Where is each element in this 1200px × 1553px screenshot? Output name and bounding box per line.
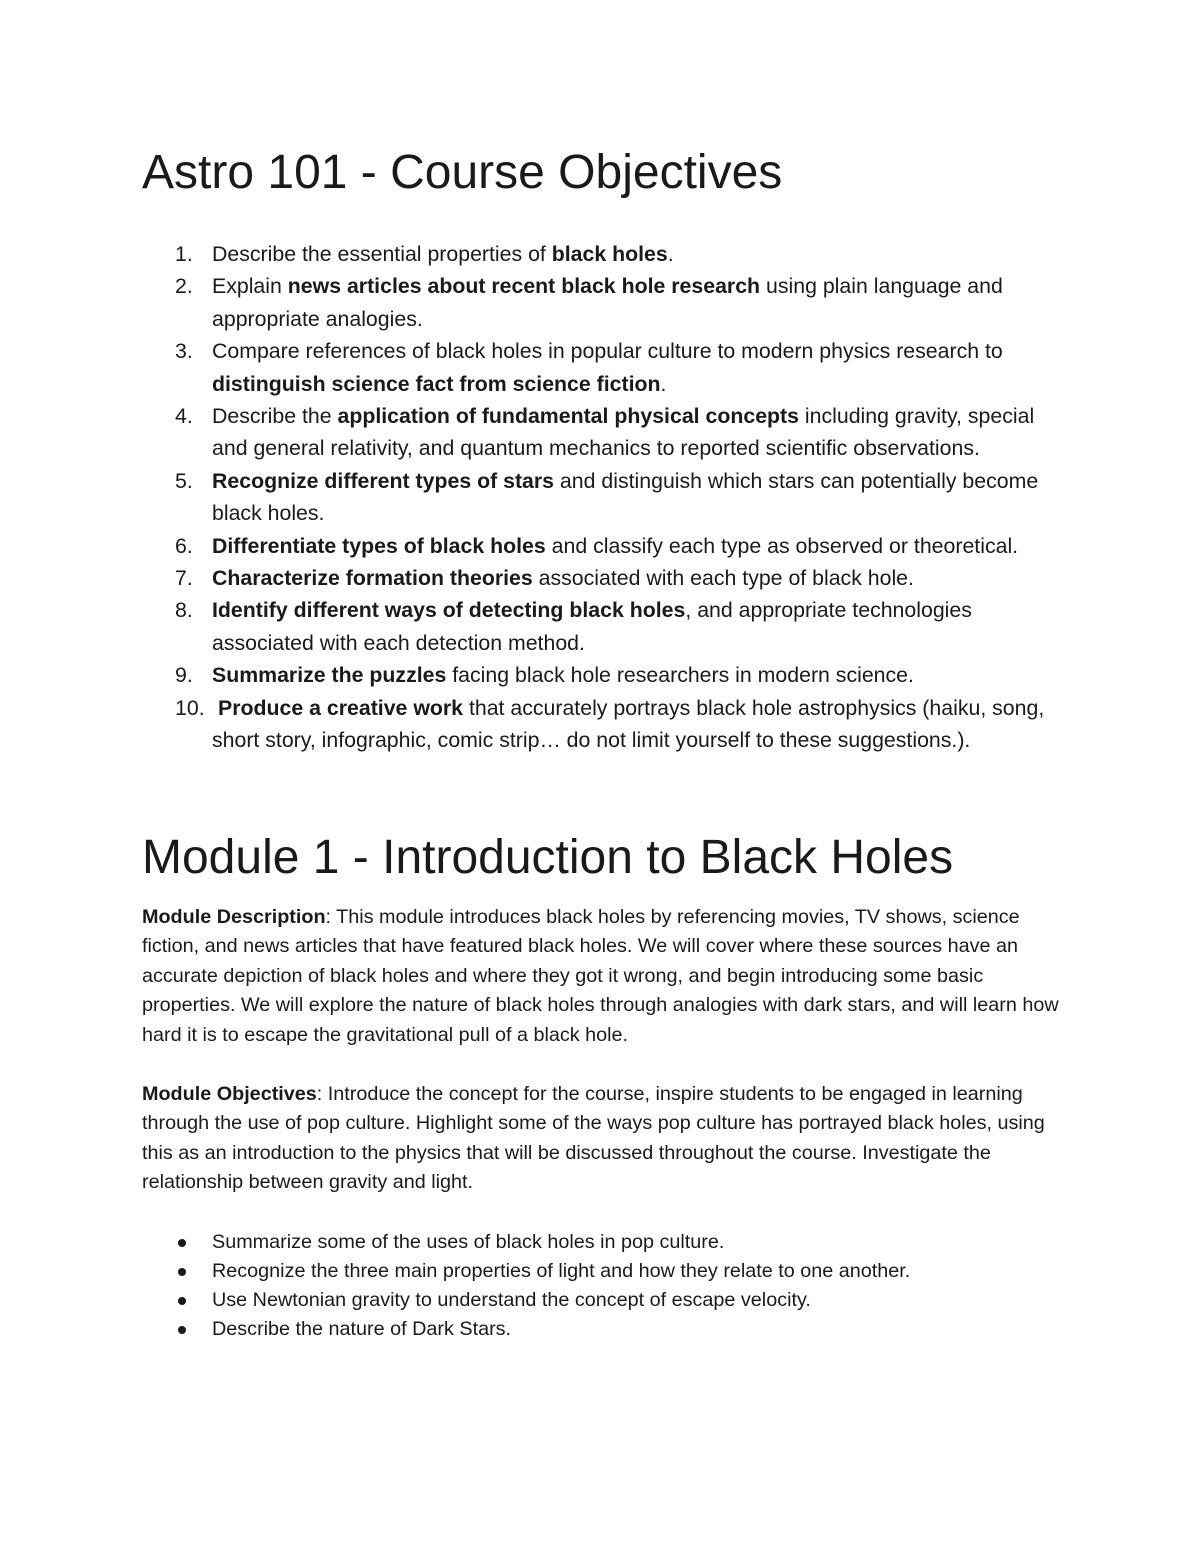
bullet-icon <box>178 1239 186 1247</box>
objective-number: 5. <box>175 468 193 493</box>
objective-number: 4. <box>175 404 193 429</box>
bullet-icon <box>178 1297 186 1305</box>
objective-item <box>142 562 1072 594</box>
objective-number: 1. <box>175 242 193 266</box>
objective-text: including gravity, special and general relativity, and quantum mechanics to reported scientific observations. <box>212 404 1035 461</box>
objective-emphasis: Differentiate types of black holes <box>212 533 546 558</box>
bullet-text: Recognize the three main properties of light and how they relate to one another. <box>212 1259 911 1282</box>
module-objectives-bullets <box>142 1228 1072 1345</box>
objective-emphasis: news articles about recent black hole research <box>287 274 761 299</box>
objective-number: 3. <box>175 339 193 364</box>
module-objectives-label: Module Objectives <box>142 1082 317 1105</box>
objective-emphasis: Characterize formation theories <box>212 566 533 591</box>
objective-text: and distinguish which stars can potentially become black holes. <box>212 468 1039 526</box>
course-objectives-title: Astro 101 - Course Objectives <box>142 146 783 199</box>
objective-number: 9. <box>175 663 193 688</box>
document-content <box>142 138 1072 1344</box>
objective-number: 2. <box>175 274 193 299</box>
objective-number: 8. <box>175 598 193 623</box>
objective-item <box>142 530 1072 562</box>
bullet-icon <box>178 1268 186 1276</box>
objective-emphasis: Produce a creative work <box>218 695 464 720</box>
objective-number: 7. <box>175 566 193 591</box>
objective-item <box>142 692 1072 757</box>
objective-text: . <box>667 242 674 266</box>
objective-text: associated with each type of black hole. <box>532 566 914 591</box>
bullet-item <box>142 1257 1072 1286</box>
objective-text: that accurately portrays black hole astrophysics (haiku, song, short story, infographic, comic strip… do not limit yourself to these suggestions.). <box>212 695 1045 753</box>
objective-item <box>142 594 1072 659</box>
objective-emphasis: distinguish science fact from science fiction <box>212 371 661 396</box>
bullet-item <box>142 1315 1072 1344</box>
bullet-text: Describe the nature of Dark Stars. <box>212 1318 512 1341</box>
objective-item <box>142 400 1072 465</box>
objective-text: Describe the <box>212 404 338 429</box>
bullet-text: Summarize some of the uses of black holes in pop culture. <box>212 1230 725 1253</box>
objective-item <box>142 238 1072 270</box>
objective-item <box>142 465 1072 530</box>
objective-emphasis: application of fundamental physical concepts <box>337 404 799 429</box>
objective-text: and classify each type as observed or theoretical. <box>545 533 1019 558</box>
objective-text: Compare references of black holes in popular culture to modern physics research to <box>212 339 1003 364</box>
objective-emphasis: black holes <box>551 242 668 266</box>
objective-emphasis: Summarize the puzzles <box>212 663 447 688</box>
bullet-item <box>142 1286 1072 1315</box>
module-description <box>142 903 1072 1051</box>
objective-text: . <box>660 371 667 396</box>
objective-number: 10. <box>175 695 205 720</box>
module-description-text: : This module introduces black holes by referencing movies, TV shows, science fiction, and news articles that have featured black holes. We will cover where these sources have an accurate depiction of black holes and where they got it wrong, and begin introducing some basic properties. We will explore the nature of black holes through analogies with dark stars, and will learn how hard it is to escape the gravitational pull of a black hole. <box>142 905 1059 1046</box>
objective-text: facing black hole researchers in modern science. <box>446 663 914 688</box>
objective-emphasis: Recognize different types of stars <box>212 468 555 493</box>
objective-text: Explain <box>212 274 288 299</box>
objective-item <box>142 335 1072 400</box>
bullet-item <box>142 1228 1072 1257</box>
course-objectives-list <box>142 238 1072 757</box>
objective-text: using plain language and appropriate analogies. <box>212 274 1003 331</box>
objective-text: Describe the essential properties of <box>212 242 552 266</box>
objective-text: , and appropriate technologies associated with each detection method. <box>212 598 972 655</box>
objective-number: 6. <box>175 533 193 558</box>
module-objectives-text: : Introduce the concept for the course, inspire students to be engaged in learning through the use of pop culture. Highlight some of the ways pop culture has portrayed black holes, using this as an introduction to the physics that will be discussed throughout the course. Investigate the relationship between gravity and light. <box>142 1082 1045 1193</box>
bullet-icon <box>178 1326 186 1334</box>
objective-emphasis: Identify different ways of detecting black holes <box>212 598 686 623</box>
objective-item <box>142 659 1072 691</box>
module-objectives <box>142 1080 1072 1198</box>
module-description-label: Module Description <box>142 905 326 928</box>
objective-item <box>142 270 1072 335</box>
module-1-title: Module 1 - Introduction to Black Holes <box>142 830 954 884</box>
bullet-text: Use Newtonian gravity to understand the concept of escape velocity. <box>212 1288 811 1311</box>
